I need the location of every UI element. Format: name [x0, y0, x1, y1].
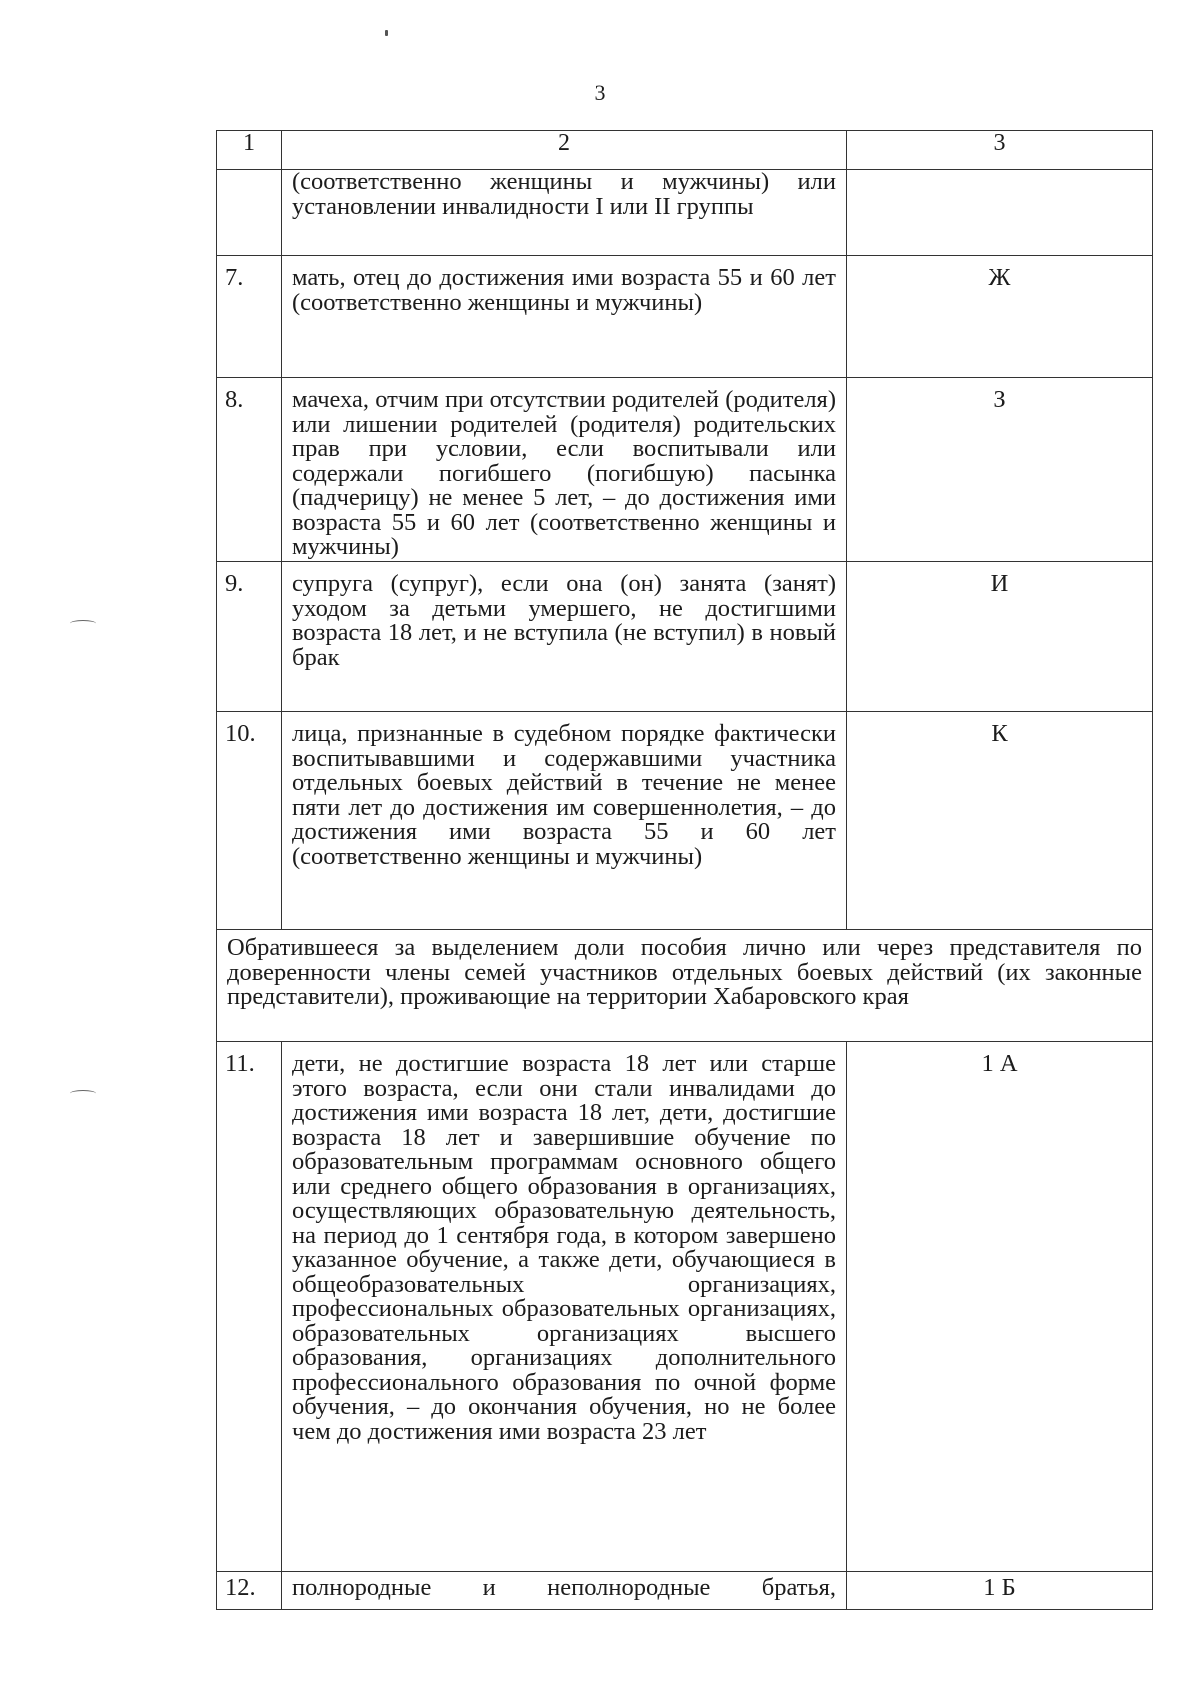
row-description: мать, отец до достижения ими возраста 55 и 60 лет (соответственно женщины и мужчины) — [282, 256, 847, 378]
page-number: 3 — [594, 80, 606, 105]
row-number: 9. — [217, 562, 282, 712]
margin-mark — [70, 620, 96, 627]
row-description: лица, признанные в судебном порядке фактически воспитывавшими и содержавшими участника отдельных боевых действий в течение не менее пяти лет до достижения им совершеннолетия, – до достижения ими возраста 55 и 60 лет (соответственно женщины и мужчины) — [282, 712, 847, 930]
column-header-1: 1 — [217, 131, 282, 170]
row-code: И — [847, 562, 1153, 712]
row-description: (соответственно женщины и мужчины) или установлении инвалидности I или II группы — [282, 170, 847, 256]
column-header-3: 3 — [847, 131, 1153, 170]
table-row — [217, 562, 1153, 712]
row-code: К — [847, 712, 1153, 930]
row-description: супруга (супруг), если она (он) занята (занят) уходом за детьми умершего, не достигшими возраста 18 лет, и не вступила (не вступил) в новый брак — [282, 562, 847, 712]
table-header-row — [217, 131, 1153, 170]
table-row — [217, 170, 1153, 256]
row-number — [217, 170, 282, 256]
table-row — [217, 378, 1153, 562]
row-number: 8. — [217, 378, 282, 562]
table-row — [217, 712, 1153, 930]
row-code: 1 Б — [847, 1572, 1153, 1610]
row-code: Ж — [847, 256, 1153, 378]
margin-mark — [70, 1090, 96, 1097]
row-description: полнородные и неполнородные братья, — [282, 1572, 847, 1610]
row-code: З — [847, 378, 1153, 562]
row-code: 1 А — [847, 1042, 1153, 1572]
section-heading: Обратившееся за выделением доли пособия лично или через представителя по доверенности члены семей участников отдельных боевых действий (их законные представители), проживающие на территории Хабаровского края — [217, 930, 1153, 1042]
row-description: дети, не достигшие возраста 18 лет или старше этого возраста, если они стали инвалидами до достижения ими возраста 18 лет, дети, достигшие возраста 18 лет и завершившие обучение по образовательным программам основного общего или среднего общего образования в организациях, осуществляющих образовательную деятельность, на период до 1 сентября года, в котором завершено указанное обучение, а также дети, обучающиеся в общеобразовательных организациях, профессиональных образовательных организациях, образовательных организациях высшего образования, организациях дополнительного профессионального образования по очной форме обучения, – до окончания обучения, но не более чем до достижения ими возраста 23 лет — [282, 1042, 847, 1572]
row-code — [847, 170, 1153, 256]
row-number: 7. — [217, 256, 282, 378]
column-header-2: 2 — [282, 131, 847, 170]
table-row — [217, 1042, 1153, 1572]
row-number: 12. — [217, 1572, 282, 1610]
document-table — [216, 130, 1153, 1610]
table-row — [217, 256, 1153, 378]
table-row — [217, 1572, 1153, 1610]
section-heading-row — [217, 930, 1153, 1042]
row-number: 11. — [217, 1042, 282, 1572]
scan-speck — [385, 30, 388, 36]
row-number: 10. — [217, 712, 282, 930]
row-description: мачеха, отчим при отсутствии родителей (родителя) или лишении родителей (родителя) родительских прав при условии, если воспитывали или содержали погибшего (погибшую) пасынка (падчерицу) не менее 5 лет, – до достижения ими возраста 55 и 60 лет (соответственно женщины и мужчины) — [282, 378, 847, 562]
